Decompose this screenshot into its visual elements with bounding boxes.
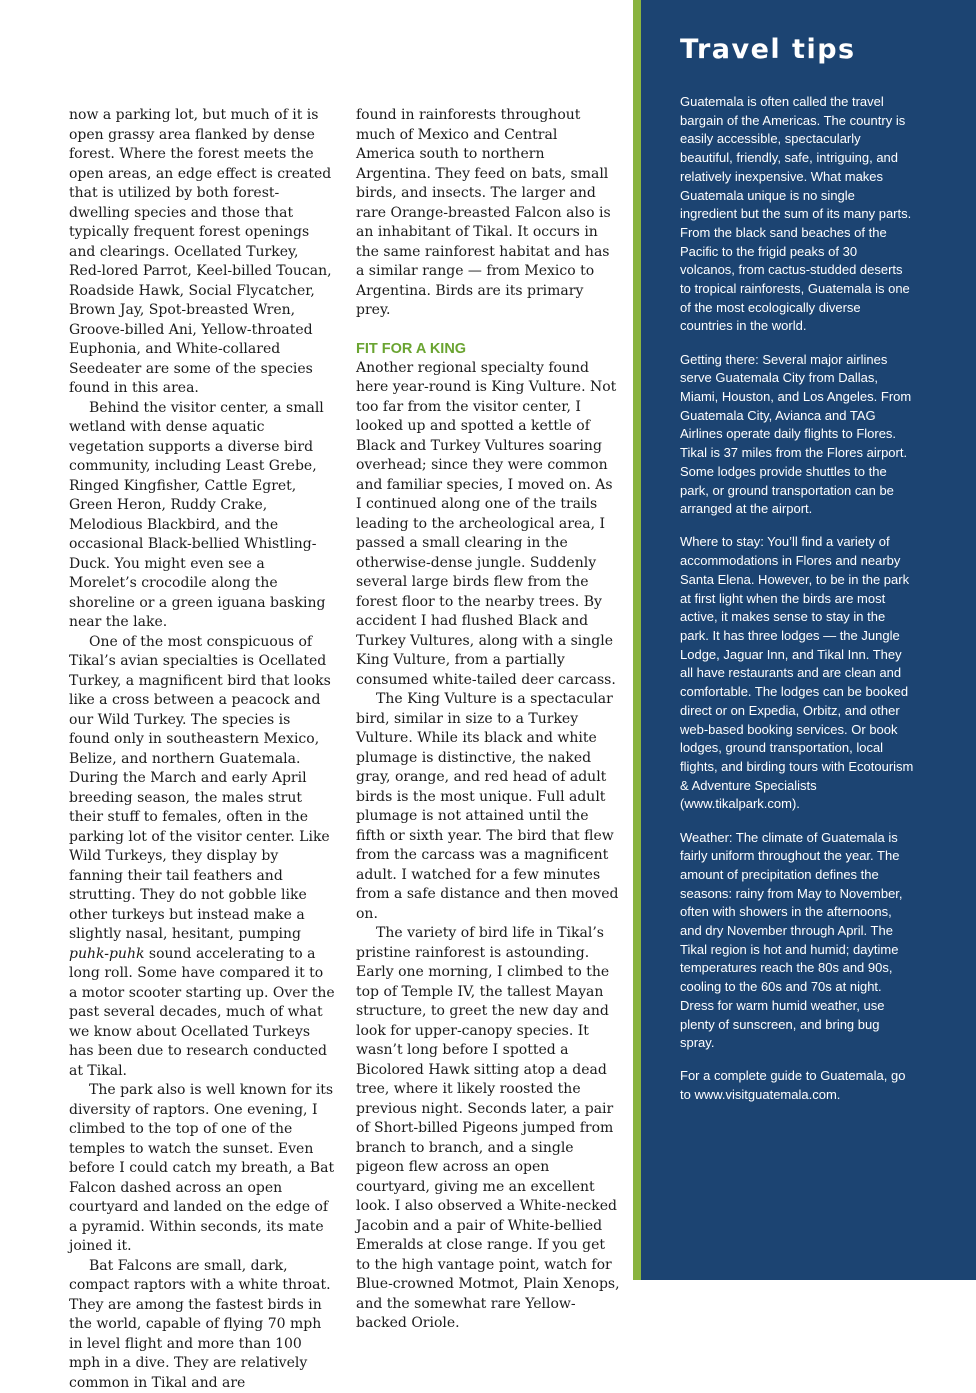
section-heading: FIT FOR A KING [356,340,620,359]
article-paragraph: The King Vulture is a spectacular bird, similar in size to a Turkey Vulture. While its black and white plumage is distinctive, the naked gray, orange, and red head of adult birds is the most unique. Full adult plumage is not attained until the fifth or sixth year. The bird that flew from the carcass was a magnificent adult. I watched for a few minutes from a safe distance and then moved on. [356,690,620,924]
article-column-2 [356,106,620,1334]
paragraph-text: One of the most conspicuous of Tikal’s avian specialties is Ocellated Turkey, a magnificent bird that looks like a cross between a peacock and our Wild Turkey. The species is found only in southeastern Mexico, Belize, and northern Guatemala. During the March and early April breeding season, the males strut their stuff to females, often in the parking lot of the visitor center. Like Wild Turkeys, they display by fanning their tail feathers and strutting. They do not gobble like other turkeys but instead make a slightly nasal, hesitant, pumping [69,634,331,943]
turkey-call-italic: puhk-puhk [69,946,144,962]
article-paragraph: The park also is well known for its diversity of raptors. One evening, I climbed to the top of one of the temples to watch the sunset. Even before I could catch my breath, a Bat Falcon dashed across an open courtyard and landed on the edge of a pyramid. Within seconds, its mate joined it. [69,1081,335,1257]
sidebar-paragraph: Weather: The climate of Guatemala is fairly uniform throughout the year. The amount of precipitation defines the seasons: rainy from May to November, often with showers in the afternoons, and dry November through April. The Tikal region is hot and humid; daytime temperatures reach the 80s and 90s, cooling to the 60s and 70s at night. Dress for warm humid weather, use plenty of sunscreen, and bring bug spray. [680,829,914,1053]
sidebar-paragraph: Where to stay: You’ll find a variety of accommodations in Flores and nearby Santa Elena. However, to be in the park at first light when the birds are most active, it makes sense to stay in the park. It has three lodges — the Jungle Lodge, Jaguar Inn, and Tikal Inn. They all have restaurants and are clean and comfortable. The lodges can be booked direct or on Expedia, Orbitz, and other web-based booking services. Or book lodges, ground transportation, local flights, and birding tours with Ecotourism & Adventure Specialists (www.tikalpark.com). [680,533,914,814]
sidebar-body [680,93,914,1119]
article-paragraph: Bat Falcons are small, dark, compact raptors with a white throat. They are among the fastest birds in the world, capable of flying 70 mph in level flight and more than 100 mph in a dive. They are relatively common in Tikal and are [69,1257,335,1393]
article-paragraph: Another regional specialty found here year-round is King Vulture. Not too far from the visitor center, I looked up and spotted a kettle of Black and Turkey Vultures soaring overhead; since they were common and familiar species, I moved on. As I continued along one of the trails leading to the archeological area, I passed a small clearing in the otherwise-dense jungle. Suddenly several large birds flew from the forest floor to the nearby trees. By accident I had flushed Black and Turkey Vultures, along with a single King Vulture, from a partially consumed white-tailed deer carcass. [356,359,620,691]
article-paragraph [69,633,335,1082]
article-column-1 [69,106,335,1393]
article-paragraph: now a parking lot, but much of it is open grassy area flanked by dense forest. Where the forest meets the open areas, an edge effect is created that is utilized by both forest-dwelling species and those that typically frequent forest openings and clearings. Ocellated Turkey, Red-lored Parrot, Keel-billed Toucan, Roadside Hawk, Social Flycatcher, Brown Jay, Spot-breasted Wren, Groove-billed Ani, Yellow-throated Euphonia, and White-collared Seedeater are some of the species found in this area. [69,106,335,399]
sidebar-accent-rule [633,0,641,1280]
sidebar-paragraph: Getting there: Several major airlines serve Guatemala City from Dallas, Miami, Houston, and Los Angeles. From Guatemala City, Avianca and TAG Airlines operate daily flights to Flores. Tikal is 37 miles from the Flores airport. Some lodges provide shuttles to the park, or ground transportation can be arranged at the airport. [680,351,914,519]
sidebar-title: Travel tips [680,34,856,65]
article-paragraph: The variety of bird life in Tikal’s pristine rainforest is astounding. Early one morning, I climbed to the top of Temple IV, the tallest Mayan structure, to greet the new day and look for upper-canopy species. It wasn’t long before I spotted a Bicolored Hawk sitting atop a dead tree, where it likely roosted the previous night. Seconds later, a pair of Short-billed Pigeons jumped from branch to branch, and a single pigeon flew across an open courtyard, giving me an excellent look. I also observed a White-necked Jacobin and a pair of White-bellied Emeralds at close range. If you get to the high vantage point, watch for Blue-crowned Motmot, Plain Xenops, and the somewhat rare Yellow-backed Oriole. [356,924,620,1334]
article-paragraph: found in rainforests throughout much of Mexico and Central America south to northern Argentina. They feed on bats, small birds, and insects. The larger and rare Orange-breasted Falcon also is an inhabitant of Tikal. It occurs in the same rainforest habitat and has a similar range — from Mexico to Argentina. Birds are its primary prey. [356,106,620,321]
article-paragraph: Behind the visitor center, a small wetland with dense aquatic vegetation supports a diverse bird community, including Least Grebe, Ringed Kingfisher, Cattle Egret, Green Heron, Ruddy Crake, Melodious Blackbird, and the occasional Black-bellied Whistling-Duck. You might even see a Morelet’s crocodile along the shoreline or a green iguana basking near the lake. [69,399,335,633]
paragraph-text: sound accelerating to a long roll. Some have compared it to a motor scooter starting up. Over the past several decades, much of what we know about Ocellated Turkeys has been due to research conducted at Tikal. [69,946,335,1079]
sidebar-paragraph: Guatemala is often called the travel bargain of the Americas. The country is easily accessible, spectacularly beautiful, friendly, safe, intriguing, and relatively inexpensive. What makes Guatemala unique is no single ingredient but the sum of its many parts. From the black sand beaches of the Pacific to the frigid peaks of 30 volcanos, from cactus-studded deserts to tropical rainforests, Guatemala is one of the most ecologically diverse countries in the world. [680,93,914,336]
sidebar-paragraph: For a complete guide to Guatemala, go to www.visitguatemala.com. [680,1067,914,1104]
